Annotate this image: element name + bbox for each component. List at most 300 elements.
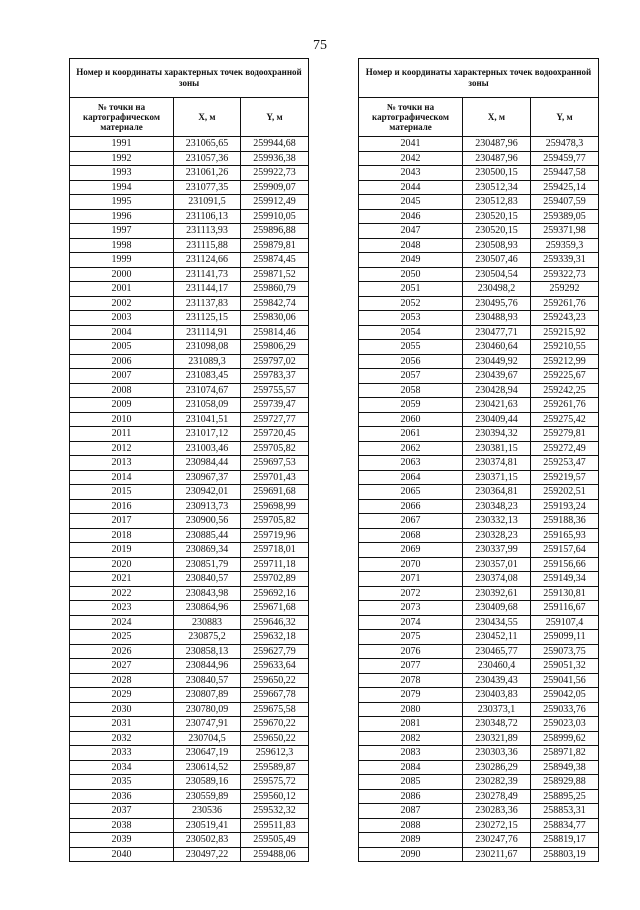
point-number-cell: 2077 bbox=[359, 659, 463, 674]
point-number-cell: 1995 bbox=[70, 195, 174, 210]
x-coordinate-cell: 230504,54 bbox=[463, 267, 531, 282]
y-coordinate-cell: 259739,47 bbox=[241, 398, 309, 413]
x-coordinate-cell: 231115,88 bbox=[174, 238, 241, 253]
y-coordinate-cell: 259633,64 bbox=[241, 659, 309, 674]
table-row bbox=[359, 789, 599, 804]
y-coordinate-cell: 259860,79 bbox=[241, 282, 309, 297]
y-coordinate-cell: 259261,76 bbox=[531, 296, 599, 311]
y-coordinate-cell: 259806,29 bbox=[241, 340, 309, 355]
point-number-cell: 2070 bbox=[359, 557, 463, 572]
x-coordinate-cell: 230843,98 bbox=[174, 586, 241, 601]
table-row bbox=[70, 717, 309, 732]
table-row bbox=[70, 746, 309, 761]
x-coordinate-cell: 230885,44 bbox=[174, 528, 241, 543]
table-row bbox=[359, 702, 599, 717]
point-number-cell: 2058 bbox=[359, 383, 463, 398]
table-row bbox=[70, 760, 309, 775]
table-row bbox=[359, 528, 599, 543]
y-coordinate-cell: 259511,83 bbox=[241, 818, 309, 833]
table-row bbox=[359, 137, 599, 152]
table-row bbox=[359, 267, 599, 282]
table-row bbox=[70, 238, 309, 253]
point-number-cell: 2044 bbox=[359, 180, 463, 195]
point-number-cell: 2031 bbox=[70, 717, 174, 732]
y-coordinate-cell: 259389,05 bbox=[531, 209, 599, 224]
x-coordinate-cell: 230844,96 bbox=[174, 659, 241, 674]
x-coordinate-cell: 231061,26 bbox=[174, 166, 241, 181]
point-number-cell: 2007 bbox=[70, 369, 174, 384]
table-row bbox=[70, 615, 309, 630]
y-coordinate-cell: 259212,99 bbox=[531, 354, 599, 369]
table-row bbox=[359, 833, 599, 848]
table-row bbox=[359, 746, 599, 761]
table-row bbox=[359, 427, 599, 442]
x-coordinate-cell: 230497,22 bbox=[174, 847, 241, 862]
point-number-cell: 1994 bbox=[70, 180, 174, 195]
table-row bbox=[70, 412, 309, 427]
point-number-cell: 2078 bbox=[359, 673, 463, 688]
y-coordinate-cell: 259339,31 bbox=[531, 253, 599, 268]
point-number-cell: 2009 bbox=[70, 398, 174, 413]
y-coordinate-cell: 259042,05 bbox=[531, 688, 599, 703]
table-row bbox=[70, 441, 309, 456]
y-coordinate-cell: 259023,03 bbox=[531, 717, 599, 732]
y-coordinate-cell: 259612,3 bbox=[241, 746, 309, 761]
x-coordinate-cell: 230278,49 bbox=[463, 789, 531, 804]
point-number-cell: 2025 bbox=[70, 630, 174, 645]
table-row bbox=[70, 499, 309, 514]
x-coordinate-cell: 230512,83 bbox=[463, 195, 531, 210]
x-coordinate-cell: 230439,43 bbox=[463, 673, 531, 688]
table-row bbox=[70, 253, 309, 268]
point-number-cell: 2051 bbox=[359, 282, 463, 297]
y-coordinate-cell: 259099,11 bbox=[531, 630, 599, 645]
table-row bbox=[70, 557, 309, 572]
table-row bbox=[359, 557, 599, 572]
table-row bbox=[359, 325, 599, 340]
table-row bbox=[359, 383, 599, 398]
x-coordinate-cell: 230559,89 bbox=[174, 789, 241, 804]
point-number-cell: 2045 bbox=[359, 195, 463, 210]
point-number-cell: 2085 bbox=[359, 775, 463, 790]
column-header-x: X, м bbox=[174, 98, 241, 137]
y-coordinate-cell: 259755,57 bbox=[241, 383, 309, 398]
x-coordinate-cell: 230913,73 bbox=[174, 499, 241, 514]
y-coordinate-cell: 259702,89 bbox=[241, 572, 309, 587]
y-coordinate-cell: 259718,01 bbox=[241, 543, 309, 558]
x-coordinate-cell: 230348,23 bbox=[463, 499, 531, 514]
y-coordinate-cell: 259107,4 bbox=[531, 615, 599, 630]
x-coordinate-cell: 230942,01 bbox=[174, 485, 241, 500]
point-number-cell: 2024 bbox=[70, 615, 174, 630]
table-row bbox=[70, 572, 309, 587]
y-coordinate-cell: 259691,68 bbox=[241, 485, 309, 500]
point-number-cell: 2021 bbox=[70, 572, 174, 587]
x-coordinate-cell: 231113,93 bbox=[174, 224, 241, 239]
x-coordinate-cell: 230357,01 bbox=[463, 557, 531, 572]
y-coordinate-cell: 259156,66 bbox=[531, 557, 599, 572]
table-row bbox=[359, 253, 599, 268]
table-row bbox=[70, 543, 309, 558]
y-coordinate-cell: 258949,38 bbox=[531, 760, 599, 775]
x-coordinate-cell: 231125,15 bbox=[174, 311, 241, 326]
point-number-cell: 2047 bbox=[359, 224, 463, 239]
x-coordinate-cell: 230374,81 bbox=[463, 456, 531, 471]
x-coordinate-cell: 230283,36 bbox=[463, 804, 531, 819]
table-row bbox=[70, 601, 309, 616]
table-row bbox=[359, 340, 599, 355]
x-coordinate-cell: 230409,44 bbox=[463, 412, 531, 427]
y-coordinate-cell: 258929,88 bbox=[531, 775, 599, 790]
y-coordinate-cell: 259909,07 bbox=[241, 180, 309, 195]
x-coordinate-cell: 230247,76 bbox=[463, 833, 531, 848]
x-coordinate-cell: 230332,13 bbox=[463, 514, 531, 529]
x-coordinate-cell: 231057,36 bbox=[174, 151, 241, 166]
x-coordinate-cell: 230487,96 bbox=[463, 137, 531, 152]
x-coordinate-cell: 231017,12 bbox=[174, 427, 241, 442]
point-number-cell: 2088 bbox=[359, 818, 463, 833]
y-coordinate-cell: 259711,18 bbox=[241, 557, 309, 572]
y-coordinate-cell: 259322,73 bbox=[531, 267, 599, 282]
point-number-cell: 2060 bbox=[359, 412, 463, 427]
x-coordinate-cell: 230381,15 bbox=[463, 441, 531, 456]
point-number-cell: 1997 bbox=[70, 224, 174, 239]
point-number-cell: 2090 bbox=[359, 847, 463, 862]
x-coordinate-cell: 230536 bbox=[174, 804, 241, 819]
x-coordinate-cell: 230428,94 bbox=[463, 383, 531, 398]
y-coordinate-cell: 259667,78 bbox=[241, 688, 309, 703]
table-row bbox=[359, 572, 599, 587]
x-coordinate-cell: 230520,15 bbox=[463, 209, 531, 224]
x-coordinate-cell: 230498,2 bbox=[463, 282, 531, 297]
y-coordinate-cell: 259272,49 bbox=[531, 441, 599, 456]
point-number-cell: 2005 bbox=[70, 340, 174, 355]
point-number-cell: 2023 bbox=[70, 601, 174, 616]
table-row bbox=[70, 209, 309, 224]
y-coordinate-cell: 259670,22 bbox=[241, 717, 309, 732]
x-coordinate-cell: 230373,1 bbox=[463, 702, 531, 717]
x-coordinate-cell: 230403,83 bbox=[463, 688, 531, 703]
table-row bbox=[70, 166, 309, 181]
table-row bbox=[70, 325, 309, 340]
point-number-cell: 2032 bbox=[70, 731, 174, 746]
table-row bbox=[70, 340, 309, 355]
table-row bbox=[70, 818, 309, 833]
y-coordinate-cell: 259371,98 bbox=[531, 224, 599, 239]
y-coordinate-cell: 259275,42 bbox=[531, 412, 599, 427]
point-number-cell: 1993 bbox=[70, 166, 174, 181]
y-coordinate-cell: 258834,77 bbox=[531, 818, 599, 833]
y-coordinate-cell: 259210,55 bbox=[531, 340, 599, 355]
table-row bbox=[70, 224, 309, 239]
table-row bbox=[70, 369, 309, 384]
table-row bbox=[359, 238, 599, 253]
point-number-cell: 2036 bbox=[70, 789, 174, 804]
y-coordinate-cell: 259459,77 bbox=[531, 151, 599, 166]
y-coordinate-cell: 259896,88 bbox=[241, 224, 309, 239]
table-row bbox=[70, 702, 309, 717]
y-coordinate-cell: 259188,36 bbox=[531, 514, 599, 529]
table-row bbox=[359, 209, 599, 224]
point-number-cell: 2033 bbox=[70, 746, 174, 761]
point-number-cell: 2041 bbox=[359, 137, 463, 152]
y-coordinate-cell: 259650,22 bbox=[241, 731, 309, 746]
x-coordinate-cell: 230507,46 bbox=[463, 253, 531, 268]
point-number-cell: 2080 bbox=[359, 702, 463, 717]
y-coordinate-cell: 259944,68 bbox=[241, 137, 309, 152]
point-number-cell: 2084 bbox=[359, 760, 463, 775]
y-coordinate-cell: 259532,32 bbox=[241, 804, 309, 819]
table-row bbox=[70, 775, 309, 790]
y-coordinate-cell: 259912,49 bbox=[241, 195, 309, 210]
point-number-cell: 2004 bbox=[70, 325, 174, 340]
x-coordinate-cell: 230392,61 bbox=[463, 586, 531, 601]
x-coordinate-cell: 230780,09 bbox=[174, 702, 241, 717]
x-coordinate-cell: 231083,45 bbox=[174, 369, 241, 384]
x-coordinate-cell: 230409,68 bbox=[463, 601, 531, 616]
y-coordinate-cell: 259783,37 bbox=[241, 369, 309, 384]
x-coordinate-cell: 230869,34 bbox=[174, 543, 241, 558]
table-row bbox=[70, 731, 309, 746]
y-coordinate-cell: 258999,62 bbox=[531, 731, 599, 746]
x-coordinate-cell: 230704,5 bbox=[174, 731, 241, 746]
y-coordinate-cell: 259675,58 bbox=[241, 702, 309, 717]
y-coordinate-cell: 259193,24 bbox=[531, 499, 599, 514]
y-coordinate-cell: 259697,53 bbox=[241, 456, 309, 471]
x-coordinate-cell: 230364,81 bbox=[463, 485, 531, 500]
point-number-cell: 2000 bbox=[70, 267, 174, 282]
table-row bbox=[359, 717, 599, 732]
y-coordinate-cell: 259632,18 bbox=[241, 630, 309, 645]
point-number-cell: 2008 bbox=[70, 383, 174, 398]
table-row bbox=[70, 398, 309, 413]
column-header-y: Y, м bbox=[241, 98, 309, 137]
table-row bbox=[359, 514, 599, 529]
table-row bbox=[359, 586, 599, 601]
table-row bbox=[359, 543, 599, 558]
y-coordinate-cell: 259116,67 bbox=[531, 601, 599, 616]
table-row bbox=[359, 688, 599, 703]
y-coordinate-cell: 259033,76 bbox=[531, 702, 599, 717]
x-coordinate-cell: 230875,2 bbox=[174, 630, 241, 645]
y-coordinate-cell: 259830,06 bbox=[241, 311, 309, 326]
y-coordinate-cell: 259589,87 bbox=[241, 760, 309, 775]
point-number-cell: 2026 bbox=[70, 644, 174, 659]
table-row bbox=[359, 180, 599, 195]
y-coordinate-cell: 259478,3 bbox=[531, 137, 599, 152]
table-row bbox=[359, 224, 599, 239]
table-row bbox=[70, 354, 309, 369]
x-coordinate-cell: 230460,4 bbox=[463, 659, 531, 674]
x-coordinate-cell: 230502,83 bbox=[174, 833, 241, 848]
x-coordinate-cell: 230321,89 bbox=[463, 731, 531, 746]
y-coordinate-cell: 259560,12 bbox=[241, 789, 309, 804]
y-coordinate-cell: 259130,81 bbox=[531, 586, 599, 601]
table-row bbox=[70, 137, 309, 152]
point-number-cell: 2086 bbox=[359, 789, 463, 804]
y-coordinate-cell: 259879,81 bbox=[241, 238, 309, 253]
y-coordinate-cell: 259701,43 bbox=[241, 470, 309, 485]
table-row bbox=[359, 166, 599, 181]
point-number-cell: 2072 bbox=[359, 586, 463, 601]
point-number-cell: 2050 bbox=[359, 267, 463, 282]
y-coordinate-cell: 259041,56 bbox=[531, 673, 599, 688]
x-coordinate-cell: 231089,3 bbox=[174, 354, 241, 369]
y-coordinate-cell: 259488,06 bbox=[241, 847, 309, 862]
x-coordinate-cell: 231144,17 bbox=[174, 282, 241, 297]
y-coordinate-cell: 258803,19 bbox=[531, 847, 599, 862]
point-number-cell: 2066 bbox=[359, 499, 463, 514]
table-row bbox=[359, 412, 599, 427]
x-coordinate-cell: 230900,56 bbox=[174, 514, 241, 529]
x-coordinate-cell: 231077,35 bbox=[174, 180, 241, 195]
x-coordinate-cell: 230487,96 bbox=[463, 151, 531, 166]
x-coordinate-cell: 230328,23 bbox=[463, 528, 531, 543]
table-row bbox=[359, 369, 599, 384]
x-coordinate-cell: 230807,89 bbox=[174, 688, 241, 703]
table-row bbox=[70, 180, 309, 195]
point-number-cell: 2079 bbox=[359, 688, 463, 703]
point-number-cell: 2064 bbox=[359, 470, 463, 485]
x-coordinate-cell: 230452,11 bbox=[463, 630, 531, 645]
x-coordinate-cell: 230589,16 bbox=[174, 775, 241, 790]
table-row bbox=[359, 659, 599, 674]
y-coordinate-cell: 259165,93 bbox=[531, 528, 599, 543]
x-coordinate-cell: 230477,71 bbox=[463, 325, 531, 340]
table-row bbox=[70, 485, 309, 500]
x-coordinate-cell: 230840,57 bbox=[174, 572, 241, 587]
left-coordinates-table bbox=[69, 58, 309, 862]
point-number-cell: 1996 bbox=[70, 209, 174, 224]
table-row bbox=[359, 151, 599, 166]
point-number-cell: 2087 bbox=[359, 804, 463, 819]
x-coordinate-cell: 231091,5 bbox=[174, 195, 241, 210]
y-coordinate-cell: 259292 bbox=[531, 282, 599, 297]
x-coordinate-cell: 231106,13 bbox=[174, 209, 241, 224]
y-coordinate-cell: 259149,34 bbox=[531, 572, 599, 587]
x-coordinate-cell: 231124,66 bbox=[174, 253, 241, 268]
point-number-cell: 2018 bbox=[70, 528, 174, 543]
y-coordinate-cell: 258895,25 bbox=[531, 789, 599, 804]
table-row bbox=[359, 644, 599, 659]
x-coordinate-cell: 231041,51 bbox=[174, 412, 241, 427]
point-number-cell: 2037 bbox=[70, 804, 174, 819]
point-number-cell: 2065 bbox=[359, 485, 463, 500]
x-coordinate-cell: 231074,67 bbox=[174, 383, 241, 398]
point-number-cell: 2075 bbox=[359, 630, 463, 645]
point-number-cell: 2011 bbox=[70, 427, 174, 442]
y-coordinate-cell: 259842,74 bbox=[241, 296, 309, 311]
point-number-cell: 2040 bbox=[70, 847, 174, 862]
column-header-point: № точки на картографическом материале bbox=[359, 98, 463, 137]
y-coordinate-cell: 259797,02 bbox=[241, 354, 309, 369]
x-coordinate-cell: 230337,99 bbox=[463, 543, 531, 558]
point-number-cell: 2074 bbox=[359, 615, 463, 630]
point-number-cell: 2083 bbox=[359, 746, 463, 761]
point-number-cell: 2069 bbox=[359, 543, 463, 558]
table-row bbox=[70, 847, 309, 862]
y-coordinate-cell: 259671,68 bbox=[241, 601, 309, 616]
y-coordinate-cell: 259705,82 bbox=[241, 514, 309, 529]
point-number-cell: 2061 bbox=[359, 427, 463, 442]
point-number-cell: 2048 bbox=[359, 238, 463, 253]
x-coordinate-cell: 230520,15 bbox=[463, 224, 531, 239]
y-coordinate-cell: 258971,82 bbox=[531, 746, 599, 761]
table-row bbox=[70, 296, 309, 311]
point-number-cell: 1992 bbox=[70, 151, 174, 166]
x-coordinate-cell: 230303,36 bbox=[463, 746, 531, 761]
point-number-cell: 2016 bbox=[70, 499, 174, 514]
y-coordinate-cell: 259720,45 bbox=[241, 427, 309, 442]
y-coordinate-cell: 259705,82 bbox=[241, 441, 309, 456]
point-number-cell: 2089 bbox=[359, 833, 463, 848]
table-row bbox=[70, 833, 309, 848]
x-coordinate-cell: 230272,15 bbox=[463, 818, 531, 833]
table-row bbox=[70, 688, 309, 703]
left-table-body bbox=[70, 137, 309, 862]
table-row bbox=[70, 282, 309, 297]
y-coordinate-cell: 259719,96 bbox=[241, 528, 309, 543]
y-coordinate-cell: 259874,45 bbox=[241, 253, 309, 268]
y-coordinate-cell: 259242,25 bbox=[531, 383, 599, 398]
point-number-cell: 2039 bbox=[70, 833, 174, 848]
y-coordinate-cell: 259936,38 bbox=[241, 151, 309, 166]
y-coordinate-cell: 259279,81 bbox=[531, 427, 599, 442]
table-row bbox=[70, 151, 309, 166]
x-coordinate-cell: 230439,67 bbox=[463, 369, 531, 384]
x-coordinate-cell: 231141,73 bbox=[174, 267, 241, 282]
y-coordinate-cell: 259359,3 bbox=[531, 238, 599, 253]
y-coordinate-cell: 259425,14 bbox=[531, 180, 599, 195]
point-number-cell: 2006 bbox=[70, 354, 174, 369]
y-coordinate-cell: 258819,17 bbox=[531, 833, 599, 848]
y-coordinate-cell: 259627,79 bbox=[241, 644, 309, 659]
point-number-cell: 2019 bbox=[70, 543, 174, 558]
point-number-cell: 2073 bbox=[359, 601, 463, 616]
y-coordinate-cell: 259157,64 bbox=[531, 543, 599, 558]
point-number-cell: 2081 bbox=[359, 717, 463, 732]
column-header-point: № точки на картографическом материале bbox=[70, 98, 174, 137]
table-row bbox=[70, 673, 309, 688]
x-coordinate-cell: 230647,19 bbox=[174, 746, 241, 761]
x-coordinate-cell: 231003,46 bbox=[174, 441, 241, 456]
table-row bbox=[70, 311, 309, 326]
point-number-cell: 2002 bbox=[70, 296, 174, 311]
table-row bbox=[359, 441, 599, 456]
x-coordinate-cell: 230851,79 bbox=[174, 557, 241, 572]
point-number-cell: 2015 bbox=[70, 485, 174, 500]
point-number-cell: 2030 bbox=[70, 702, 174, 717]
table-row bbox=[70, 804, 309, 819]
point-number-cell: 2020 bbox=[70, 557, 174, 572]
right-coordinates-table bbox=[358, 58, 599, 862]
table-row bbox=[359, 760, 599, 775]
x-coordinate-cell: 230371,15 bbox=[463, 470, 531, 485]
x-coordinate-cell: 230394,32 bbox=[463, 427, 531, 442]
point-number-cell: 2043 bbox=[359, 166, 463, 181]
table-row bbox=[359, 615, 599, 630]
point-number-cell: 2053 bbox=[359, 311, 463, 326]
x-coordinate-cell: 230858,13 bbox=[174, 644, 241, 659]
table-row bbox=[359, 804, 599, 819]
table-row bbox=[70, 659, 309, 674]
table-row bbox=[70, 789, 309, 804]
point-number-cell: 2062 bbox=[359, 441, 463, 456]
point-number-cell: 2017 bbox=[70, 514, 174, 529]
y-coordinate-cell: 259219,57 bbox=[531, 470, 599, 485]
table-row bbox=[359, 673, 599, 688]
column-header-x: X, м bbox=[463, 98, 531, 137]
